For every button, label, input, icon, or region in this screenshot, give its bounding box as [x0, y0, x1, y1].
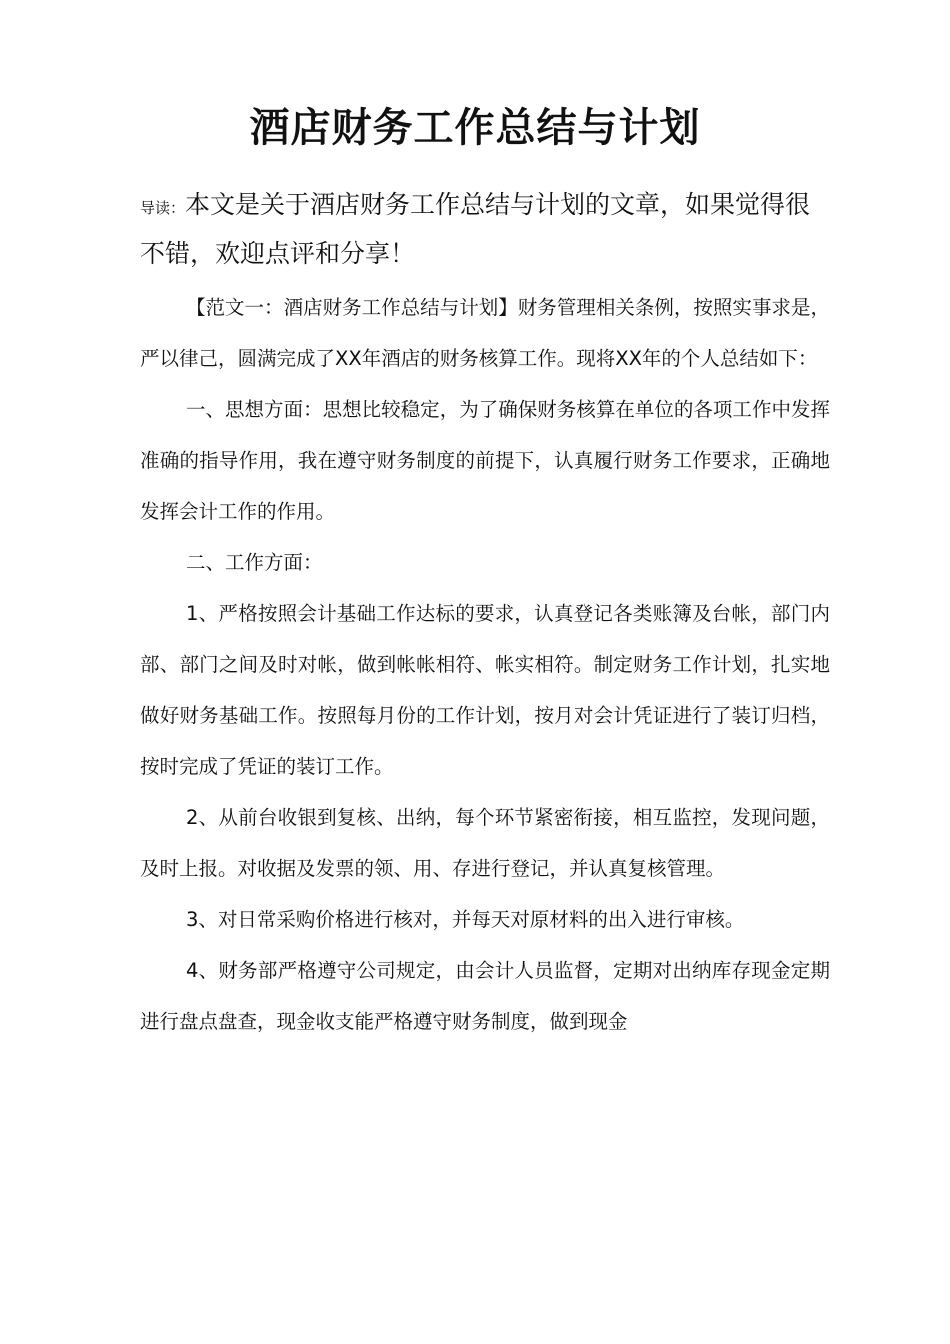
intro-label: 导读： — [140, 199, 186, 217]
paragraph: 1、严格按照会计基础工作达标的要求，认真登记各类账簿及台帐，部门内部、部门之间及时对帐，做到帐帐相符、帐实相符。制定财务工作计划，扎实地做好财务基础工作。按照每月份的工作计划，按月对会计凭证进行了装订归档，按时完成了凭证的装订工作。 — [140, 602, 830, 778]
document-title: 酒店财务工作总结与计划 — [249, 105, 701, 151]
paragraph: 3、对日常采购价格进行核对，并每天对原材料的出入进行审核。 — [186, 908, 745, 931]
intro-text: 本文是关于酒店财务工作总结与计划的文章，如果觉得很不错，欢迎点评和分享！ — [140, 190, 811, 268]
paragraph: 4、财务部严格遵守公司规定，由会计人员监督，定期对出纳库存现金定期进行盘点盘查，现金收支能严格遵守财务制度，做到现金 — [140, 959, 830, 1033]
paragraph: 2、从前台收银到复核、出纳，每个环节紧密衔接，相互监控，发现问题，及时上报。对收据及发票的领、用、存进行登记，并认真复核管理。 — [140, 806, 830, 880]
paragraph: 【范文一：酒店财务工作总结与计划】财务管理相关条例，按照实事求是，严以律己，圆满完成了XX年酒店的财务核算工作。现将XX年的个人总结如下： — [140, 296, 830, 370]
paragraph: 二、工作方面： — [186, 551, 323, 574]
document-body — [140, 282, 830, 1047]
intro-block — [140, 182, 820, 277]
paragraph: 一、思想方面：思想比较稳定，为了确保财务核算在单位的各项工作中发挥准确的指导作用，我在遵守财务制度的前提下，认真履行财务工作要求，正确地发挥会计工作的作用。 — [140, 398, 830, 523]
